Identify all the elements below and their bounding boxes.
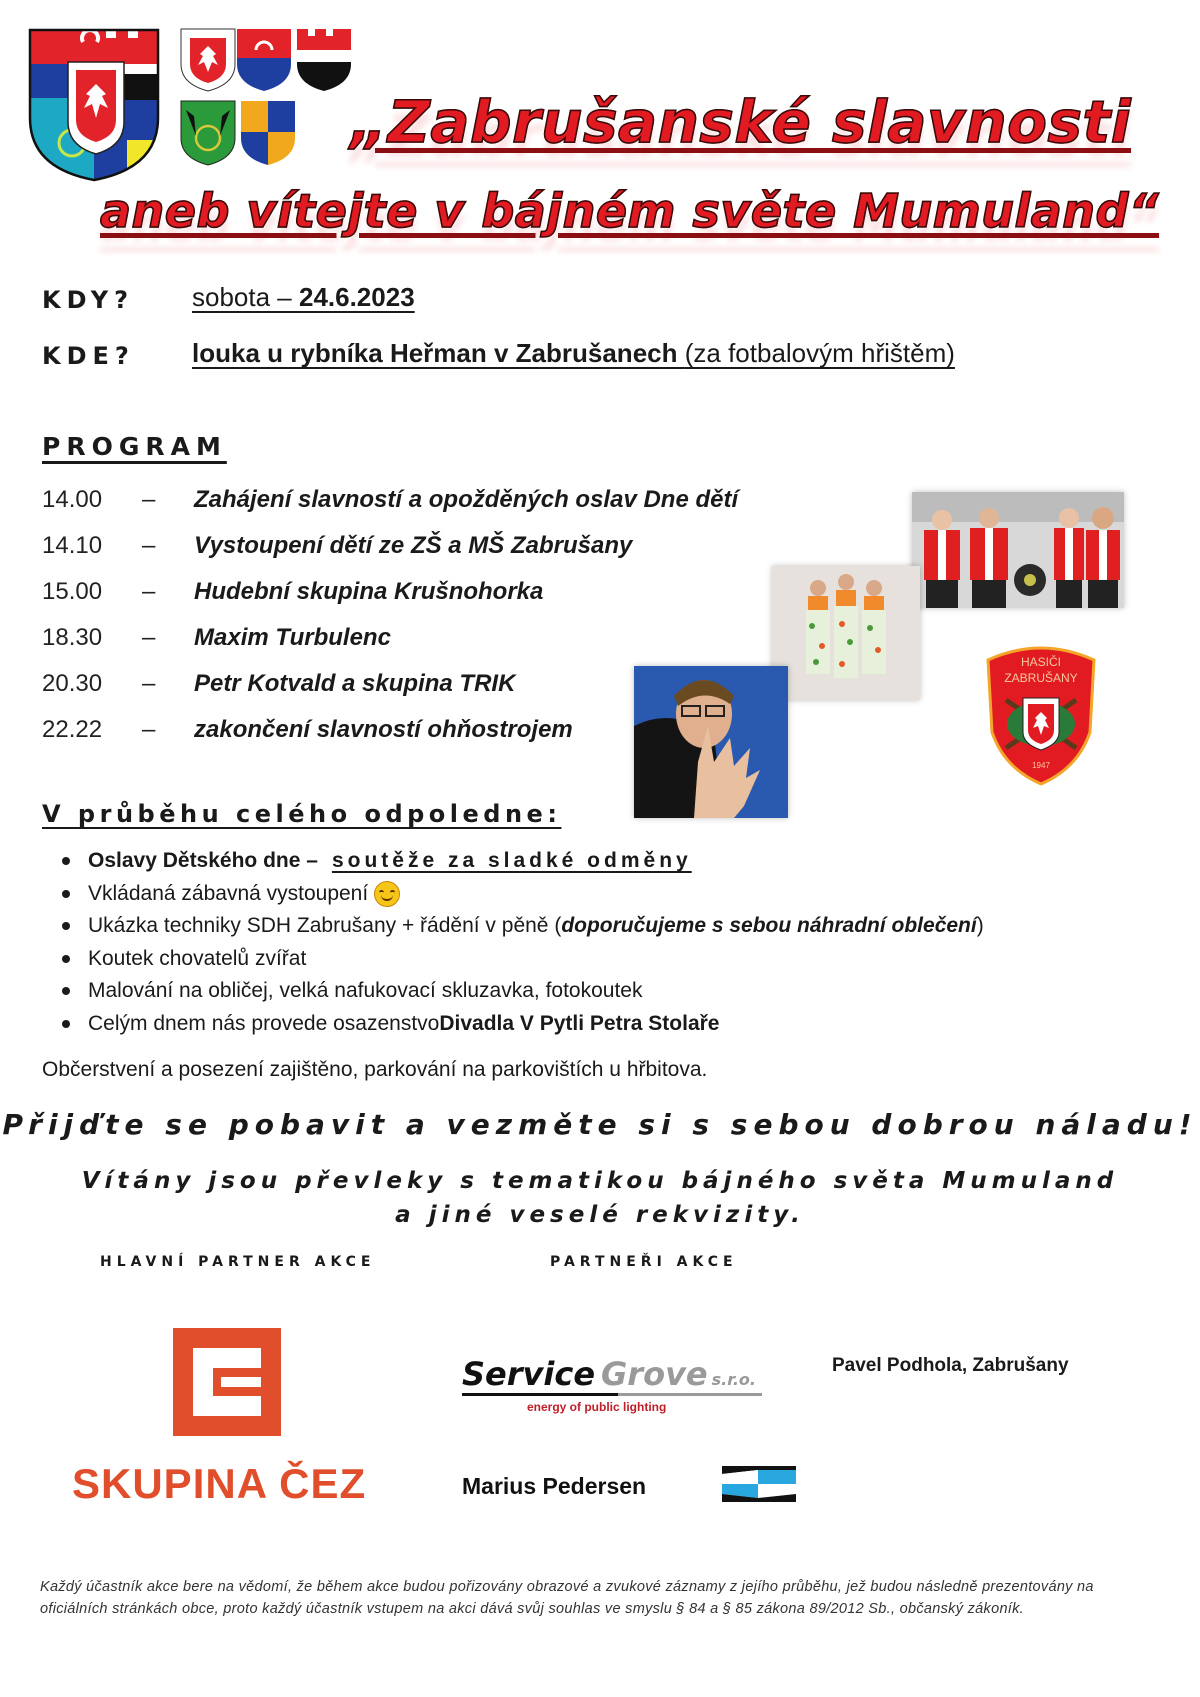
program-dash: – <box>142 716 156 743</box>
program-dash: – <box>142 486 156 513</box>
program-time: 14.00 <box>42 486 103 513</box>
refreshments-note: Občerstvení a posezení zajištěno, parkování na parkovištích u hřbitova. <box>42 1058 708 1081</box>
bullet-icon <box>62 857 70 865</box>
cez-logo-icon <box>173 1328 281 1436</box>
slogan-main: Přijďte se pobavit a vezměte si s sebou dobrou náladu! <box>2 1108 1198 1141</box>
program-item <box>42 710 573 750</box>
marius-pedersen-logo-icon <box>722 1466 796 1502</box>
program-item <box>42 480 738 520</box>
quartered-crest-icon <box>240 100 296 166</box>
list-item <box>62 878 984 911</box>
main-partner-label: HLAVNÍ PARTNER AKCE <box>100 1254 376 1270</box>
item-bold: Oslavy Dětského dne – <box>88 849 318 873</box>
program-title: Vystoupení dětí ze ZŠ a MŠ Zabrušany <box>194 532 633 559</box>
bullet-icon <box>62 987 70 995</box>
badge-line2: ZABRUŠANY <box>1004 671 1078 685</box>
location-place: louka u rybníka Heřman v Zabrušanech <box>192 338 678 368</box>
slogan-props: a jiné veselé rekvizity. <box>395 1202 805 1228</box>
partner-pavel: Pavel Podhola, Zabrušany <box>832 1355 1069 1376</box>
eagle-crest-icon <box>180 28 236 92</box>
disclaimer: Každý účastník akce bere na vědomí, že během akce budou pořizovány obrazové a zvukové záznamy z jejího průběhu, jež budou následně prezentovány na oficiálních stránkách obce, proto každý účastník vstupem na akci dává svůj souhlas ve smyslu § 84 a § 85 zákona 89/2012 Sb., občanský zákoník. <box>40 1579 1094 1617</box>
trio-photo <box>772 566 920 700</box>
sg-part1: Service <box>462 1355 596 1393</box>
smiley-icon <box>374 881 400 907</box>
item-text: Vkládaná zábavná vystoupení <box>88 881 369 905</box>
when-label: KDY? <box>42 286 135 314</box>
list-item <box>62 1008 984 1041</box>
afternoon-heading: V průběhu celého odpoledne: <box>42 800 562 828</box>
program-time: 20.30 <box>42 670 103 697</box>
program-item <box>42 572 543 612</box>
list-item <box>62 910 984 943</box>
program-title: Hudební skupina Krušnohorka <box>194 578 544 605</box>
horseshoe-crest-icon <box>236 28 292 92</box>
item-text: Celým dnem nás provede osazenstvo <box>88 1011 440 1035</box>
item-bold: Divadla V Pytli Petra Stolaře <box>439 1011 720 1035</box>
program-title: Zahájení slavností a opožděných oslav Dne dětí <box>194 486 739 513</box>
bullet-icon <box>62 1020 70 1028</box>
program-heading: PROGRAM <box>42 432 227 461</box>
program-title: zakončení slavností ohňostrojem <box>194 716 573 743</box>
sg-underline <box>462 1393 762 1396</box>
program-item <box>42 618 391 658</box>
afternoon-list <box>62 845 984 1040</box>
program-dash: – <box>142 532 156 559</box>
badge-year: 1947 <box>1032 761 1050 770</box>
cez-name: SKUPINA ČEZ <box>72 1460 367 1507</box>
program-item <box>42 526 632 566</box>
event-date <box>192 282 415 313</box>
item-text: Koutek chovatelů zvířat <box>88 946 307 970</box>
program-time: 15.00 <box>42 578 103 605</box>
program-time: 14.10 <box>42 532 103 559</box>
list-item <box>62 845 984 878</box>
program-dash: – <box>142 670 156 697</box>
castle-wall-crest-icon <box>296 28 352 92</box>
partner-marius: Marius Pedersen <box>462 1473 647 1499</box>
program-title: Petr Kotvald a skupina TRIK <box>194 670 516 697</box>
band-photo <box>912 492 1124 608</box>
location-note: (za fotbalovým hřištěm) <box>684 338 955 368</box>
item-spaced: soutěže za sladké odměny <box>331 849 692 873</box>
item-text: Ukázka techniky SDH Zabrušany + řádění v pěně ( <box>88 914 562 938</box>
program-time: 22.22 <box>42 716 103 743</box>
sg-part2: Grove <box>601 1355 708 1393</box>
program-item <box>42 664 515 704</box>
sg-part3: s.r.o. <box>711 1370 756 1389</box>
item-text: Malování na obličej, velká nafukovací skluzavka, fotokoutek <box>88 979 643 1003</box>
sg-tagline: energy of public lighting <box>527 1400 667 1414</box>
list-item <box>62 975 984 1008</box>
singer-photo <box>634 666 788 818</box>
list-item <box>62 943 984 976</box>
event-title: „Zabrušanské slavnosti <box>350 88 1132 156</box>
event-location <box>192 338 955 369</box>
program-title: Maxim Turbulenc <box>194 624 391 651</box>
bullet-icon <box>62 922 70 930</box>
event-date-value: 24.6.2023 <box>298 282 415 312</box>
firefighters-badge <box>984 636 1098 786</box>
where-label: KDE? <box>42 342 135 370</box>
magpie-crest-icon <box>180 100 236 166</box>
program-time: 18.30 <box>42 624 103 651</box>
large-coat-of-arms <box>28 28 160 182</box>
event-day: sobota – <box>192 282 299 312</box>
event-subtitle: aneb vítejte v bájném světe Mumuland“ <box>100 184 1160 238</box>
program-dash: – <box>142 578 156 605</box>
slogan-costumes: Vítány jsou převleky s tematikou bájného světa Mumuland <box>81 1168 1119 1194</box>
bullet-icon <box>62 955 70 963</box>
bullet-icon <box>62 890 70 898</box>
badge-line1: HASIČI <box>1020 655 1062 669</box>
service-grove-logo <box>462 1355 762 1414</box>
program-dash: – <box>142 624 156 651</box>
item-bold-italic: doporučujeme s sebou náhradní oblečení <box>561 914 977 938</box>
partners-label: PARTNEŘI AKCE <box>550 1254 738 1270</box>
item-after: ) <box>976 914 984 938</box>
